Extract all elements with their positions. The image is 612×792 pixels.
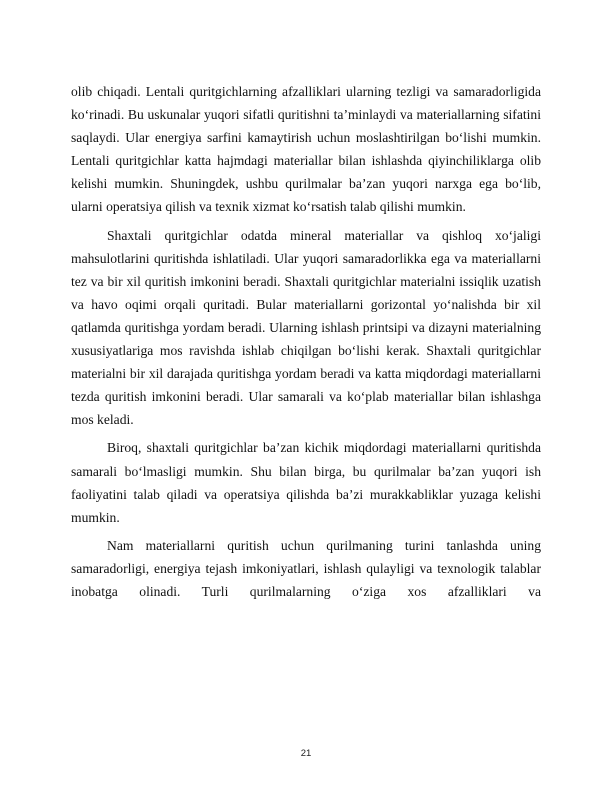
paragraph-3: Biroq, shaxtali quritgichlar ba’zan kichik miqdordagi materiallarni quritishda samarali bo‘lmasligi mumkin. Shu bilan birga, bu qurilmalar ba’zan yuqori ish faoliyatini talab qiladi va operatsiya qilishda ba’zi murakkabliklar yuzaga kelishi mumkin.	[71, 440, 541, 525]
paragraph-4: Nam materiallarni quritish uchun qurilmaning turini tanlashda uning samaradorligi, energiya tejash imkoniyatlari, ishlash qulayligi va texnologik talablar inobatga olinadi. Turli qurilmalarning o‘ziga xos afzalliklari va	[71, 537, 541, 599]
page-number: 21	[300, 748, 312, 759]
body-text	[71, 80, 541, 608]
paragraph-1: olib chiqadi. Lentali quritgichlarning afzalliklari ularning tezligi va samaradorligida ko‘rinadi. Bu uskunalar yuqori sifatli quritishni ta’minlaydi va materiallarning sifatini saqlaydi. Ular energiya sarfini kamaytirish uchun moslashtirilgan bo‘lishi mumkin. Lentali quritgichlar katta hajmdagi materiallar bilan ishlashda qiyinchiliklarga olib kelishi mumkin. Shuningdek, ushbu qurilmalar ba’zan yuqori narxga ega bo‘lib, ularni operatsiya qilish va texnik xizmat ko‘rsatish talab qilishi mumkin.	[71, 84, 541, 215]
paragraph-2: Shaxtali quritgichlar odatda mineral materiallar va qishloq xo‘jaligi mahsulotlarini quritishda ishlatiladi. Ular yuqori samaradorlikka ega va materiallarni tez va bir xil quritish imkonini beradi. Shaxtali quritgichlar materialni issiqlik uzatish va havo oqimi orqali quritadi. Bular materiallarni gorizontal yo‘nalishda bir xil qatlamda quritishga yordam beradi. Ularning ishlash printsipi va dizayni materialning xususiyatlariga mos ravishda ishlab chiqilgan bo‘lishi kerak. Shaxtali quritgichlar materialni bir xil darajada quritishga yordam beradi va katta miqdordagi materiallarni tezda quritish imkonini beradi. Ular samarali va ko‘plab materiallar bilan ishlashga mos keladi.	[71, 227, 541, 428]
